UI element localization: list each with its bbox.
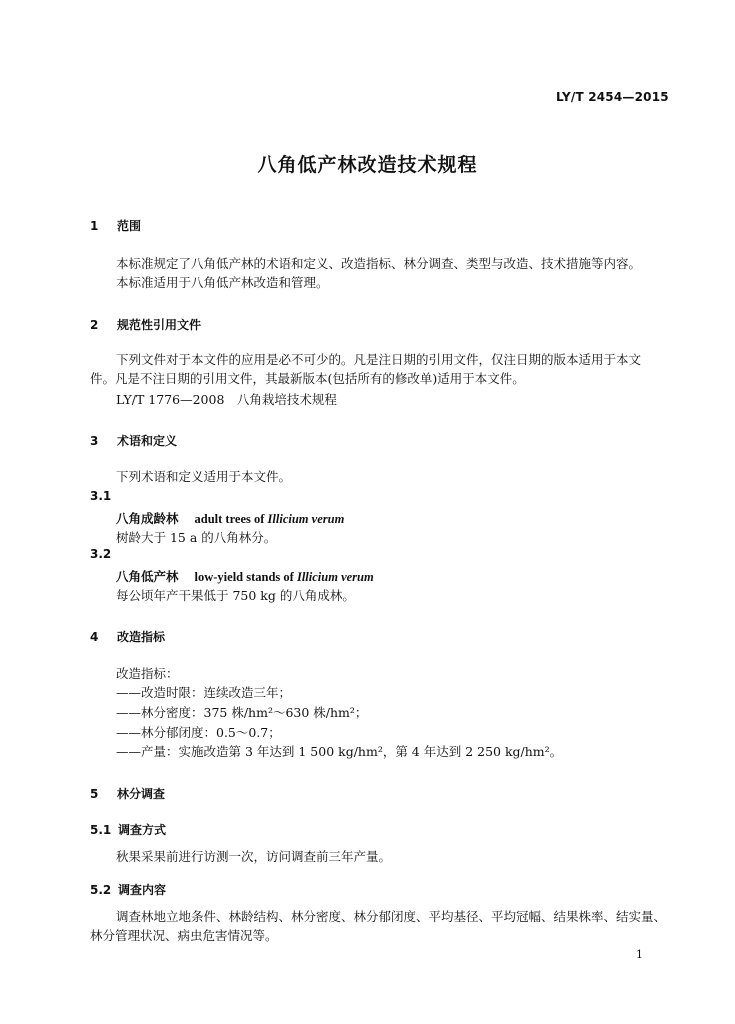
document-title: 八角低产林改造技术规程 <box>257 154 478 176</box>
term-3-2 <box>116 567 374 585</box>
term-3-2-definition: 每公顷年产干果低于 750 kg 的八角成林。 <box>116 588 355 603</box>
term-3-1-number: 3.1 <box>90 489 112 503</box>
list-item: ——林分密度：375 株/hm²～630 株/hm²； <box>116 705 368 720</box>
section-3-intro: 下列术语和定义适用于本文件。 <box>116 469 292 484</box>
list-item: ——改造时限：连续改造三年； <box>116 685 292 700</box>
normative-reference: LY/T 1776—2008 八角栽培技术规程 <box>116 392 337 407</box>
section-5-2-heading: 5.2 调查内容 <box>90 883 167 897</box>
term-3-2-latin: Illicium verum <box>296 570 374 584</box>
section-5-1-paragraph: 秋果采果前进行访测一次，访问调查前三年产量。 <box>116 849 392 864</box>
term-3-2-english: low-yield stands of <box>194 570 294 584</box>
section-2-paragraph: 下列文件对于本文件的应用是必不可少的。凡是注日期的引用文件，仅注日期的版本适用于本文件。凡是不注日期的引用文件，其最新版本(包括所有的修改单)适用于本文件。 <box>90 352 642 386</box>
section-4-heading: 4 改造指标 <box>90 630 166 644</box>
term-3-1-chinese: 八角成龄林 <box>116 511 179 526</box>
section-2-heading: 2 规范性引用文件 <box>90 318 202 332</box>
term-3-2-chinese: 八角低产林 <box>116 569 179 584</box>
section-1-paragraph-1: 本标准规定了八角低产林的术语和定义、改造指标、林分调查、类型与改造、技术措施等内容。 <box>116 256 642 271</box>
term-3-2-number: 3.2 <box>90 547 112 561</box>
page-number: 1 <box>636 948 643 961</box>
section-5-heading: 5 林分调查 <box>90 787 166 801</box>
term-3-1 <box>116 509 344 527</box>
list-item: ——产量：实施改造第 3 年达到 1 500 kg/hm²，第 4 年达到 2 250 kg/hm²。 <box>116 744 563 759</box>
standard-number: LY/T 2454—2015 <box>556 90 669 104</box>
term-3-1-latin: Illicium verum <box>267 512 345 526</box>
list-item: ——林分郁闭度：0.5～0.7； <box>116 725 281 740</box>
term-3-1-english: adult trees of <box>194 512 265 526</box>
section-3-heading: 3 术语和定义 <box>90 434 178 448</box>
section-1-heading: 1 范围 <box>90 219 142 233</box>
section-5-1-heading: 5.1 调查方式 <box>90 823 167 837</box>
section-1-paragraph-2: 本标准适用于八角低产林改造和管理。 <box>116 275 329 290</box>
section-4-intro: 改造指标： <box>116 666 179 681</box>
section-5-2-paragraph: 调查林地立地条件、林龄结构、林分密度、林分郁闭度、平均基径、平均冠幅、结果株率、结实量、林分管理状况、病虫危害情况等。 <box>90 909 667 943</box>
term-3-1-definition: 树龄大于 15 a 的八角林分。 <box>116 530 277 545</box>
